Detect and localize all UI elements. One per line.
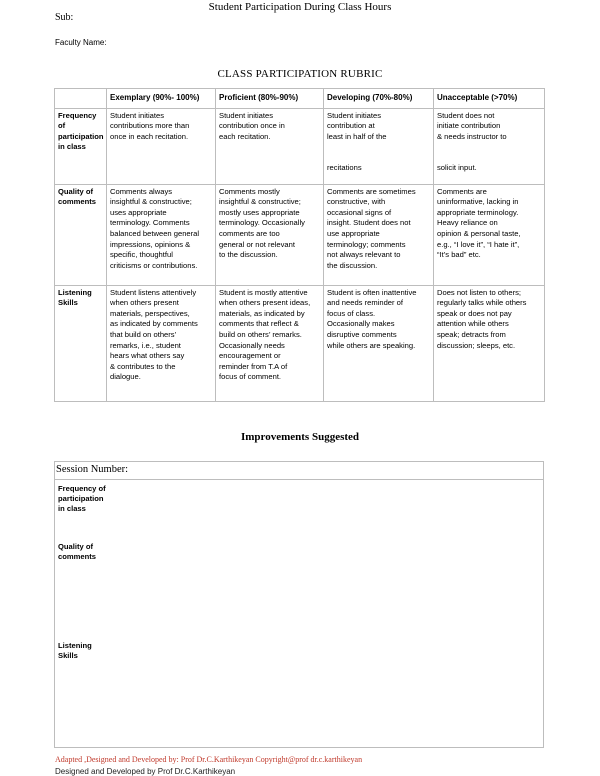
rubric-header-blank	[55, 89, 107, 109]
rubric-row-label	[55, 285, 107, 401]
text-line: encouragement or	[219, 351, 281, 361]
text-line: Comments always	[110, 186, 173, 196]
subject-label: Sub:	[55, 12, 74, 23]
rubric-cell-listening-developing	[324, 285, 434, 401]
session-number-label[interactable]: Session Number:	[55, 462, 544, 480]
rubric-cell-frequency-exemplary	[107, 108, 216, 184]
improvement-section-frequency[interactable]	[58, 484, 106, 514]
text-line: when others present	[110, 298, 179, 308]
improvement-section-listening[interactable]	[58, 641, 92, 661]
text-line: focus of class.	[327, 308, 376, 318]
text-line: Comments are sometimes	[327, 186, 416, 196]
text-line: build on others’ remarks.	[219, 329, 302, 339]
text-line: insight. Student does not	[327, 218, 411, 228]
text-line: Student initiates	[110, 110, 165, 120]
text-line: Student initiates	[327, 110, 382, 120]
text-line: opinion & personal taste,	[437, 228, 521, 238]
text-line: Frequency of	[58, 110, 97, 131]
text-line: & needs instructor to	[437, 131, 507, 141]
text-line: participation	[58, 131, 104, 141]
text-line: Quality of	[58, 542, 94, 551]
text-line: in class	[58, 142, 86, 152]
rubric-cell-quality-unacceptable	[434, 184, 545, 285]
text-line	[437, 142, 541, 163]
text-line: “It’s bad” etc.	[437, 250, 481, 260]
text-line: comments that reflect &	[219, 319, 299, 329]
text-line: mostly uses appropriate	[219, 207, 300, 217]
text-line: focus of comment.	[219, 372, 282, 382]
text-line: terminology; comments	[327, 239, 406, 249]
rubric-header-exemplary: Exemplary (90%- 100%)	[107, 89, 216, 109]
text-line: reminder from T.A of	[219, 361, 288, 371]
rubric-title: CLASS PARTICIPATION RUBRIC	[217, 68, 383, 80]
text-line: comments	[58, 197, 96, 207]
text-line: speak or does not pay	[437, 308, 512, 318]
text-line: uses appropriate	[110, 207, 167, 217]
text-line: the discussion.	[327, 260, 378, 270]
text-line: as indicated by comments	[110, 319, 198, 329]
text-line: contribution once in	[219, 121, 285, 131]
text-line: initiate contribution	[437, 121, 501, 131]
text-line: Does not listen to others;	[437, 287, 521, 297]
text-line: constructive, with	[327, 197, 386, 207]
text-line: terminology. Occasionally	[219, 218, 305, 228]
text-line: disruptive comments	[327, 329, 397, 339]
text-line: while others are speaking.	[327, 340, 416, 350]
text-line: comments	[58, 552, 96, 561]
text-line: insightful & constructive;	[219, 197, 301, 207]
text-line: discussion; sleeps, etc.	[437, 340, 516, 350]
text-line: not always relevant to	[327, 250, 401, 260]
text-line: dialogue.	[110, 372, 141, 382]
text-line: to the discussion.	[219, 250, 278, 260]
text-line: recitations	[327, 163, 362, 173]
text-line: Student is often inattentive	[327, 287, 417, 297]
text-line: & contributes to the	[110, 361, 176, 371]
text-line: contribution at	[327, 121, 375, 131]
text-line: specific, thoughtful	[110, 250, 173, 260]
text-line: regularly talks while others	[437, 298, 527, 308]
improvements-title: Improvements Suggested	[240, 431, 360, 443]
text-line: Occasionally needs	[219, 340, 285, 350]
text-line: participation	[58, 494, 104, 503]
participation-rubric-table	[54, 88, 545, 402]
rubric-cell-listening-proficient	[216, 285, 324, 401]
rubric-header-row	[55, 89, 545, 109]
rubric-cell-frequency-proficient	[216, 108, 324, 184]
text-line: Student is mostly attentive	[219, 287, 308, 297]
rubric-row-label	[55, 184, 107, 285]
rubric-cell-listening-exemplary	[107, 285, 216, 401]
text-line: insightful & constructive;	[110, 197, 192, 207]
text-line: each recitation.	[219, 131, 271, 141]
improvement-section-quality[interactable]	[58, 542, 96, 562]
text-line: remarks, i.e., student	[110, 340, 181, 350]
text-line: attention while others	[437, 319, 509, 329]
rubric-row-quality	[55, 184, 545, 285]
faculty-name-label: Faculty Name:	[55, 38, 107, 47]
text-line: in class	[58, 504, 86, 513]
text-line: Comments are	[437, 186, 487, 196]
text-line: e.g., “I love it”, “I hate it”,	[437, 239, 520, 249]
rubric-row-listening	[55, 285, 545, 401]
text-line: Quality of	[58, 186, 94, 196]
rubric-header-unacceptable: Unacceptable (>70%)	[434, 89, 545, 109]
rubric-cell-listening-unacceptable	[434, 285, 545, 401]
text-line: speak; detracts from	[437, 329, 506, 339]
footer-credit-black: Designed and Developed by Prof Dr.C.Karthikeyan	[55, 767, 236, 776]
text-line: materials, as indicated by	[219, 308, 305, 318]
rubric-cell-quality-exemplary	[107, 184, 216, 285]
text-line: Listening	[58, 641, 92, 650]
text-line: contributions more than	[110, 121, 190, 131]
rubric-row-label	[55, 108, 107, 184]
text-line: Listening	[58, 287, 92, 297]
text-line: Student does not	[437, 110, 495, 120]
text-line: criticisms or contributions.	[110, 260, 198, 270]
rubric-cell-frequency-developing	[324, 108, 434, 184]
text-line: Student initiates	[219, 110, 274, 120]
document-title: Student Participation During Class Hours	[208, 1, 392, 13]
text-line: hears what others say	[110, 351, 185, 361]
text-line: appropriate terminology.	[437, 207, 519, 217]
text-line: and needs reminder of	[327, 298, 403, 308]
text-line: balanced between general	[110, 228, 200, 238]
text-line: uninformative, lacking in	[437, 197, 519, 207]
text-line: once in each recitation.	[110, 131, 189, 141]
text-line: impressions, opinions &	[110, 239, 191, 249]
text-line: when others present ideas,	[219, 298, 311, 308]
text-line: use appropriate	[327, 228, 380, 238]
text-line: general or not relevant	[219, 239, 295, 249]
text-line: Heavy reliance on	[437, 218, 498, 228]
text-line: materials, perspectives,	[110, 308, 190, 318]
text-line: terminology. Comments	[110, 218, 190, 228]
text-line: occasional signs of	[327, 207, 392, 217]
text-line: Skills	[58, 651, 78, 660]
rubric-cell-quality-proficient	[216, 184, 324, 285]
text-line	[327, 142, 430, 163]
improvements-form	[54, 461, 544, 748]
text-line: least in half of the	[327, 131, 387, 141]
rubric-cell-frequency-unacceptable	[434, 108, 545, 184]
footer-credit-red: Adapted ,Designed and Developed by: Prof Dr.C.Karthikeyan Copyright@prof dr.c.karthikeyan	[55, 755, 363, 764]
text-line: Comments mostly	[219, 186, 280, 196]
rubric-header-proficient: Proficient (80%-90%)	[216, 89, 324, 109]
rubric-row-frequency	[55, 108, 545, 184]
text-line: that build on others’	[110, 329, 177, 339]
text-line: Occasionally makes	[327, 319, 395, 329]
text-line: solicit input.	[437, 163, 477, 173]
text-line: comments are too	[219, 228, 280, 238]
text-line: Skills	[58, 298, 78, 308]
rubric-header-developing: Developing (70%-80%)	[324, 89, 434, 109]
text-line: Frequency of	[58, 484, 106, 493]
rubric-cell-quality-developing	[324, 184, 434, 285]
text-line: Student listens attentively	[110, 287, 197, 297]
